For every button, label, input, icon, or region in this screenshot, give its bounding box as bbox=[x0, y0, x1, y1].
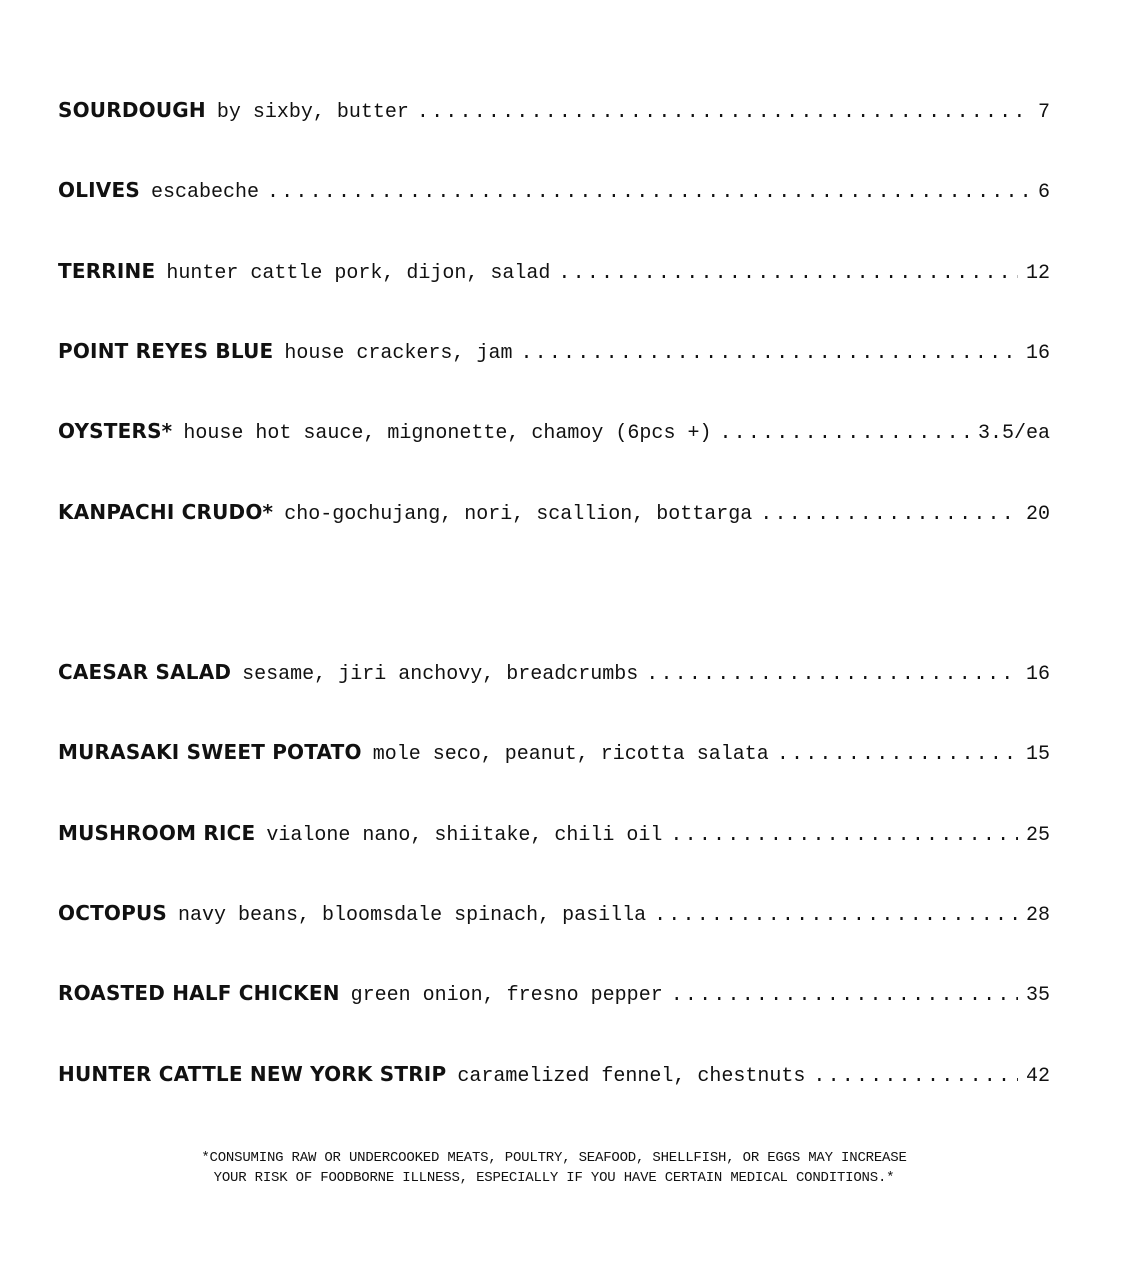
item-description: by sixby, butter bbox=[216, 101, 409, 124]
item-name: OCTOPUS bbox=[58, 901, 168, 925]
menu-item-hunter-cattle-new-york-strip bbox=[58, 1062, 1050, 1092]
menu-item-octopus bbox=[58, 901, 1050, 931]
dot-leader bbox=[646, 663, 1018, 686]
item-description: hunter cattle pork, dijon, salad bbox=[166, 262, 551, 285]
item-description: caramelized fennel, chestnuts bbox=[457, 1065, 806, 1088]
menu-item-murasaki-sweet-potato bbox=[58, 740, 1050, 770]
menu-item-terrine bbox=[58, 259, 1050, 289]
menu-item-oysters bbox=[58, 419, 1050, 449]
item-name: ROASTED HALF CHICKEN bbox=[58, 981, 340, 1005]
item-price: 42 bbox=[1025, 1065, 1050, 1088]
item-description: escabeche bbox=[150, 181, 259, 204]
menu-item-point-reyes-blue bbox=[58, 339, 1050, 369]
item-description: green onion, fresno pepper bbox=[350, 984, 663, 1007]
dot-leader bbox=[760, 503, 1018, 526]
item-price: 20 bbox=[1025, 503, 1050, 526]
dot-leader bbox=[670, 824, 1018, 847]
disclaimer-line-1: *CONSUMING RAW OR UNDERCOOKED MEATS, POULTRY, SEAFOOD, SHELLFISH, OR EGGS MAY INCREASE bbox=[201, 1150, 907, 1166]
item-description: house hot sauce, mignonette, chamoy (6pcs +) bbox=[183, 422, 712, 445]
raw-food-disclaimer bbox=[0, 1148, 1108, 1188]
dot-leader bbox=[558, 262, 1018, 285]
item-price: 12 bbox=[1025, 262, 1050, 285]
item-name: OYSTERS* bbox=[58, 419, 173, 443]
item-price: 15 bbox=[1025, 743, 1050, 766]
menu-item-mushroom-rice bbox=[58, 821, 1050, 851]
menu-item-caesar-salad bbox=[58, 660, 1050, 690]
menu-item-kanpachi-crudo bbox=[58, 500, 1050, 530]
dot-leader bbox=[417, 101, 1030, 124]
item-name: TERRINE bbox=[58, 259, 156, 283]
item-name: MURASAKI SWEET POTATO bbox=[58, 740, 362, 764]
item-price: 7 bbox=[1037, 101, 1050, 124]
dot-leader bbox=[777, 743, 1018, 766]
item-price: 28 bbox=[1025, 904, 1050, 927]
item-name: CAESAR SALAD bbox=[58, 660, 232, 684]
item-price: 35 bbox=[1025, 984, 1050, 1007]
item-name: HUNTER CATTLE NEW YORK STRIP bbox=[58, 1062, 447, 1086]
item-name: MUSHROOM RICE bbox=[58, 821, 256, 845]
dot-leader bbox=[719, 422, 970, 445]
item-name: POINT REYES BLUE bbox=[58, 339, 274, 363]
item-description: navy beans, bloomsdale spinach, pasilla bbox=[178, 904, 647, 927]
item-name: OLIVES bbox=[58, 178, 140, 202]
item-name: SOURDOUGH bbox=[58, 98, 206, 122]
item-price: 16 bbox=[1025, 342, 1050, 365]
item-price: 16 bbox=[1025, 663, 1050, 686]
dot-leader bbox=[654, 904, 1018, 927]
item-description: vialone nano, shiitake, chili oil bbox=[266, 824, 663, 847]
dot-leader bbox=[267, 181, 1030, 204]
item-description: sesame, jiri anchovy, breadcrumbs bbox=[242, 663, 639, 686]
dot-leader bbox=[671, 984, 1018, 1007]
item-price: 6 bbox=[1037, 181, 1050, 204]
item-description: mole seco, peanut, ricotta salata bbox=[372, 743, 769, 766]
disclaimer-line-2: YOUR RISK OF FOODBORNE ILLNESS, ESPECIALLY IF YOU HAVE CERTAIN MEDICAL CONDITIONS.* bbox=[213, 1170, 895, 1186]
menu-item-olives bbox=[58, 178, 1050, 208]
item-name: KANPACHI CRUDO* bbox=[58, 500, 274, 524]
item-description: cho-gochujang, nori, scallion, bottarga bbox=[284, 503, 753, 526]
menu-item-roasted-half-chicken bbox=[58, 981, 1050, 1011]
dot-leader bbox=[813, 1065, 1018, 1088]
item-description: house crackers, jam bbox=[284, 342, 513, 365]
item-price: 25 bbox=[1025, 824, 1050, 847]
item-price: 3.5/ea bbox=[977, 422, 1050, 445]
dot-leader bbox=[520, 342, 1018, 365]
menu-item-sourdough bbox=[58, 98, 1050, 128]
